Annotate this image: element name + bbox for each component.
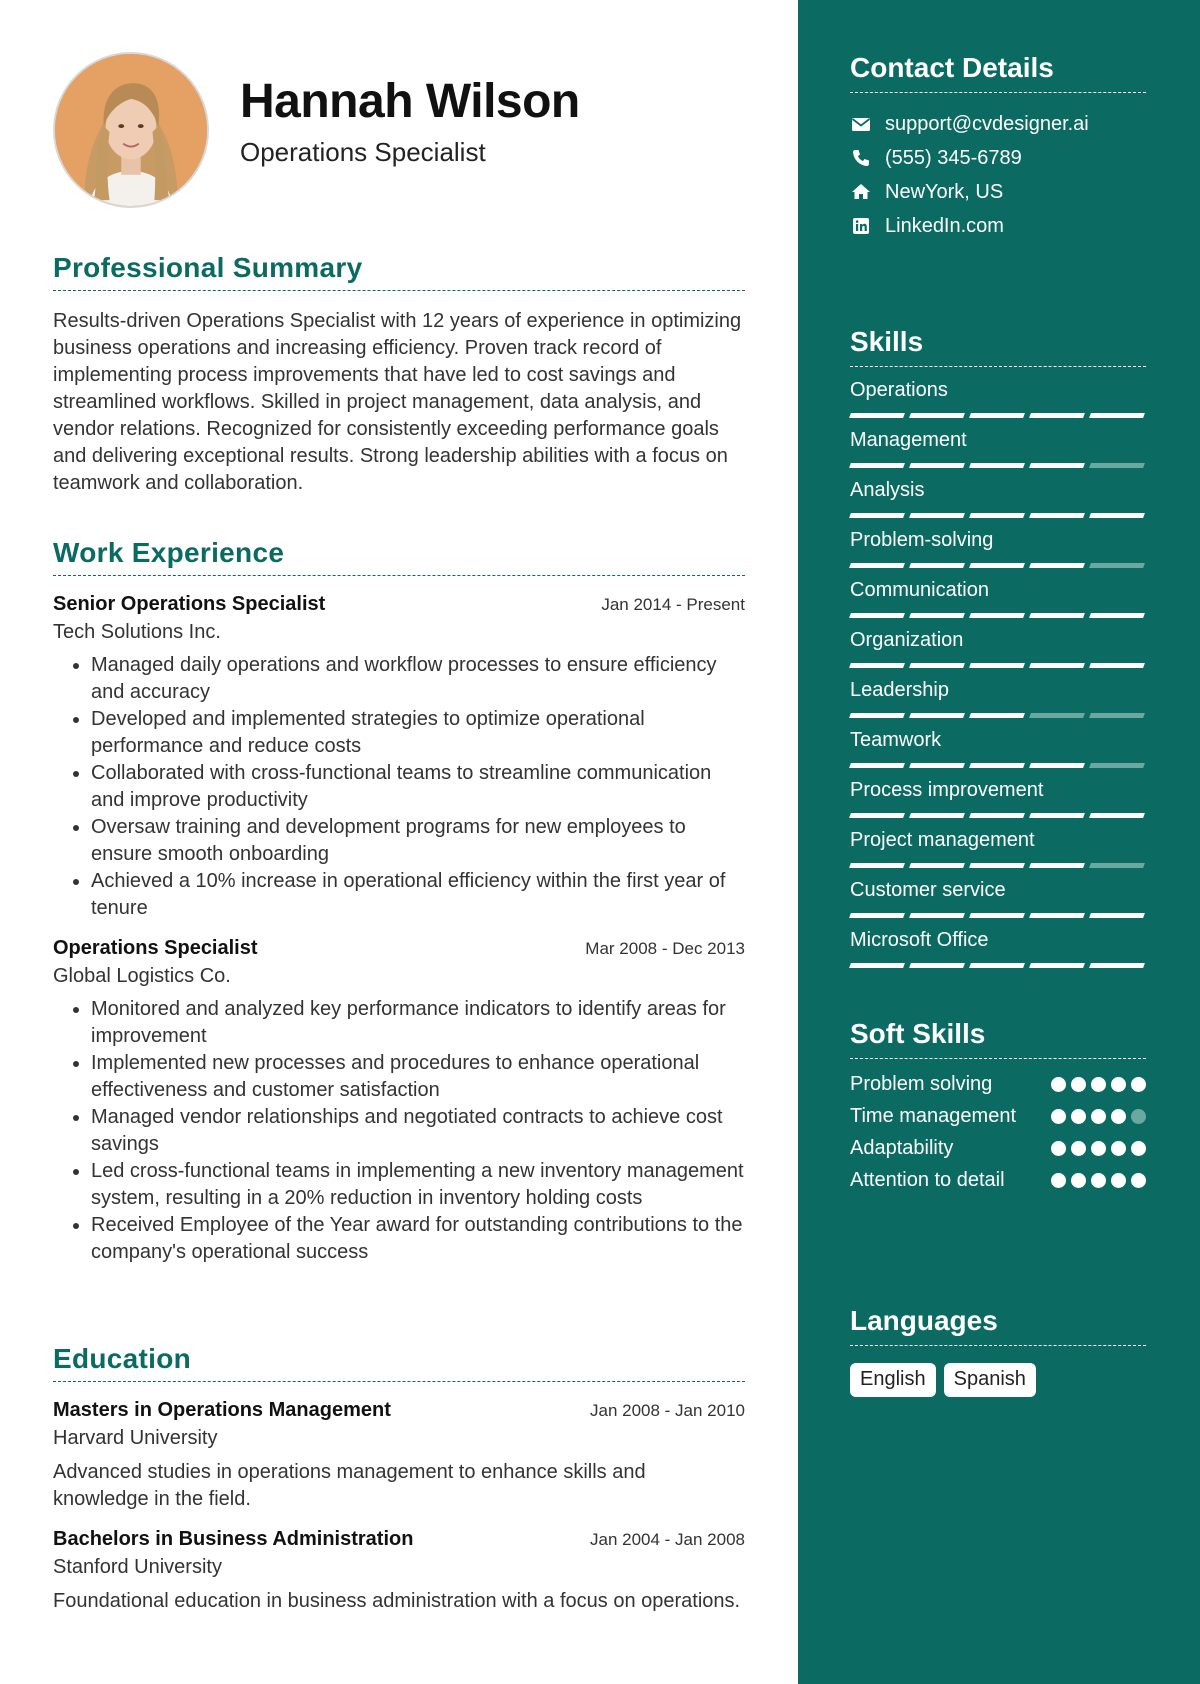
- skill-level-segment: [1089, 513, 1145, 518]
- skill-level-segment: [969, 613, 1025, 618]
- job-entry: [53, 593, 745, 922]
- contact-email-text: support@cvdesigner.ai: [885, 112, 1089, 135]
- skill-level-segment: [969, 463, 1025, 468]
- rating-dot: [1051, 1173, 1066, 1188]
- skill-level-segment: [849, 863, 905, 868]
- skill-item: [850, 926, 1146, 976]
- contact-section: [850, 52, 1146, 243]
- soft-skill-item: [850, 1166, 1146, 1194]
- skill-level-segment: [1089, 913, 1145, 918]
- job-dates: Jan 2014 - Present: [601, 595, 745, 614]
- rating-dot: [1071, 1141, 1086, 1156]
- rating-dot: [1091, 1141, 1106, 1156]
- skill-level-bars: [850, 913, 1146, 918]
- job-header: [53, 937, 745, 963]
- soft-skill-rating: [1051, 1173, 1146, 1188]
- job-company: Tech Solutions Inc.: [53, 621, 221, 643]
- skill-level-segment: [849, 663, 905, 668]
- job-dates: Mar 2008 - Dec 2013: [585, 939, 745, 958]
- job-bullet: • Monitored and analyzed key performance indicators to identify areas for improvement: [91, 996, 745, 1050]
- skill-name: Organization: [850, 629, 964, 651]
- skill-level-bars: [850, 613, 1146, 618]
- rating-dot: [1111, 1141, 1126, 1156]
- skill-item: [850, 826, 1146, 876]
- skill-level-segment: [1029, 463, 1085, 468]
- job-header: [53, 593, 745, 619]
- soft-skills-list: [850, 1070, 1146, 1194]
- education-heading: Education: [53, 1343, 745, 1382]
- skill-item: [850, 526, 1146, 576]
- phone-icon: [850, 148, 872, 168]
- skill-level-segment: [969, 513, 1025, 518]
- skill-item: [850, 876, 1146, 926]
- rating-dot: [1111, 1077, 1126, 1092]
- education-description: Foundational education in business administration with a focus on operations.: [53, 1590, 741, 1612]
- skill-level-segment: [1089, 963, 1145, 968]
- skill-level-segment: [909, 963, 965, 968]
- skill-level-segment: [1089, 413, 1145, 418]
- education-description: Advanced studies in operations management to enhance skills and knowledge in the field.: [53, 1461, 646, 1510]
- skill-name: Customer service: [850, 879, 1006, 901]
- languages-section: [850, 1305, 1146, 1397]
- skill-level-segment: [1029, 663, 1085, 668]
- job-bullet: • Managed daily operations and workflow processes to ensure efficiency and accuracy: [91, 652, 745, 706]
- skill-level-bars: [850, 663, 1146, 668]
- soft-skill-rating: [1051, 1109, 1146, 1124]
- skill-level-segment: [909, 813, 965, 818]
- skill-name: Process improvement: [850, 779, 1044, 801]
- soft-skills-heading: Soft Skills: [850, 1018, 1146, 1059]
- skill-item: [850, 726, 1146, 776]
- skill-level-segment: [1089, 813, 1145, 818]
- skill-level-segment: [849, 463, 905, 468]
- skill-level-segment: [849, 613, 905, 618]
- contact-email[interactable]: [850, 107, 1146, 141]
- skill-level-segment: [849, 813, 905, 818]
- soft-skill-name: Attention to detail: [850, 1169, 1005, 1191]
- skill-level-segment: [1029, 763, 1085, 768]
- rating-dot: [1071, 1077, 1086, 1092]
- skill-level-segment: [909, 913, 965, 918]
- skill-name: Teamwork: [850, 729, 942, 751]
- skills-section: [850, 326, 1146, 976]
- rating-dot: [1111, 1109, 1126, 1124]
- skill-level-bars: [850, 463, 1146, 468]
- degree-title: Bachelors in Business Administration: [53, 1528, 414, 1550]
- skill-level-segment: [969, 763, 1025, 768]
- skill-level-bars: [850, 763, 1146, 768]
- degree-title: Masters in Operations Management: [53, 1399, 391, 1421]
- rating-dot: [1131, 1173, 1146, 1188]
- skill-level-segment: [849, 963, 905, 968]
- skill-level-segment: [909, 413, 965, 418]
- summary-section: [53, 252, 745, 497]
- skill-level-segment: [969, 413, 1025, 418]
- soft-skills-section: [850, 1018, 1146, 1198]
- education-entry: [53, 1528, 745, 1615]
- job-bullet: • Implemented new processes and procedures to enhance operational effectiveness and customer satisfaction: [91, 1050, 745, 1104]
- rating-dot: [1091, 1109, 1106, 1124]
- skill-level-segment: [1029, 863, 1085, 868]
- summary-heading: Professional Summary: [53, 252, 745, 291]
- job-bullet: • Collaborated with cross-functional teams to streamline communication and improve productivity: [91, 760, 745, 814]
- skill-item: [850, 626, 1146, 676]
- skill-level-segment: [909, 513, 965, 518]
- skill-level-segment: [1029, 613, 1085, 618]
- rating-dot: [1131, 1109, 1146, 1124]
- contact-linkedin-text: LinkedIn.com: [885, 214, 1004, 237]
- skill-name: Problem-solving: [850, 529, 994, 551]
- skill-level-segment: [909, 763, 965, 768]
- contact-linkedin[interactable]: [850, 209, 1146, 243]
- contact-list: [850, 107, 1146, 243]
- rating-dot: [1051, 1077, 1066, 1092]
- skill-level-bars: [850, 863, 1146, 868]
- skill-level-segment: [1089, 463, 1145, 468]
- soft-skill-rating: [1051, 1141, 1146, 1156]
- envelope-icon: [850, 114, 872, 134]
- candidate-title: Operations Specialist: [240, 137, 486, 167]
- skill-level-bars: [850, 513, 1146, 518]
- soft-skill-name: Time management: [850, 1105, 1016, 1127]
- candidate-name: Hannah Wilson: [240, 75, 580, 128]
- skill-level-segment: [1089, 613, 1145, 618]
- language-list: [850, 1363, 1146, 1397]
- skill-level-segment: [909, 563, 965, 568]
- contact-location: [850, 175, 1146, 209]
- skill-level-segment: [909, 463, 965, 468]
- languages-heading: Languages: [850, 1305, 1146, 1346]
- skill-level-segment: [969, 663, 1025, 668]
- skill-level-segment: [909, 713, 965, 718]
- skill-name: Analysis: [850, 479, 925, 501]
- job-bullet: • Developed and implemented strategies to optimize operational performance and reduce costs: [91, 706, 745, 760]
- skill-item: [850, 576, 1146, 626]
- rating-dot: [1071, 1109, 1086, 1124]
- soft-skill-name: Problem solving: [850, 1073, 993, 1095]
- skill-level-segment: [1089, 863, 1145, 868]
- skill-level-segment: [1029, 963, 1085, 968]
- contact-heading: Contact Details: [850, 52, 1146, 93]
- rating-dot: [1131, 1077, 1146, 1092]
- rating-dot: [1051, 1141, 1066, 1156]
- skill-level-segment: [909, 613, 965, 618]
- language-badge: English: [850, 1363, 936, 1397]
- job-title: Senior Operations Specialist: [53, 593, 326, 615]
- skill-level-bars: [850, 813, 1146, 818]
- skill-name: Microsoft Office: [850, 929, 989, 951]
- skill-level-segment: [1029, 563, 1085, 568]
- job-company: Global Logistics Co.: [53, 965, 231, 987]
- skill-level-segment: [969, 713, 1025, 718]
- rating-dot: [1111, 1173, 1126, 1188]
- soft-skill-item: [850, 1102, 1146, 1130]
- education-section: [53, 1343, 745, 1615]
- sidebar: [798, 0, 1200, 1684]
- job-bullet: • Achieved a 10% increase in operational efficiency within the first year of tenure: [91, 868, 745, 922]
- skill-level-segment: [1029, 713, 1085, 718]
- contact-phone-text: (555) 345-6789: [885, 146, 1022, 169]
- home-icon: [850, 182, 872, 202]
- education-dates: Jan 2004 - Jan 2008: [589, 1530, 745, 1549]
- language-badge: Spanish: [944, 1363, 1036, 1397]
- job-bullet: • Received Employee of the Year award for outstanding contributions to the company's operational success: [91, 1212, 745, 1266]
- skill-level-segment: [969, 563, 1025, 568]
- skill-level-segment: [1029, 513, 1085, 518]
- summary-text: Results-driven Operations Specialist with 12 years of experience in optimizing business operations and increasing efficiency. Proven track record of implementing process improvements that have led to cost savings and streamlined workflows. Skilled in project management, data analysis, and vendor relations. Recognized for consistently exceeding performance goals and delivering exceptional results. Strong leadership abilities with a focus on teamwork and collaboration.: [53, 310, 742, 494]
- skill-name: Operations: [850, 379, 948, 401]
- experience-heading: Work Experience: [53, 537, 745, 576]
- skill-level-segment: [969, 913, 1025, 918]
- soft-skill-rating: [1051, 1077, 1146, 1092]
- skill-level-segment: [969, 863, 1025, 868]
- skill-level-segment: [1089, 563, 1145, 568]
- skill-level-segment: [1029, 913, 1085, 918]
- skill-item: [850, 676, 1146, 726]
- school-name: Harvard University: [53, 1427, 218, 1449]
- skills-heading: Skills: [850, 326, 1146, 367]
- skill-level-segment: [969, 963, 1025, 968]
- soft-skill-item: [850, 1134, 1146, 1162]
- skill-level-bars: [850, 963, 1146, 968]
- skill-level-bars: [850, 713, 1146, 718]
- job-bullets: [53, 652, 745, 922]
- job-entry: [53, 937, 745, 1266]
- experience-section: [53, 537, 745, 1266]
- skill-level-segment: [1029, 813, 1085, 818]
- rating-dot: [1051, 1109, 1066, 1124]
- skill-name: Project management: [850, 829, 1035, 851]
- job-bullets: [53, 996, 745, 1266]
- skill-level-segment: [909, 663, 965, 668]
- job-bullet: • Led cross-functional teams in implementing a new inventory management system, resulting in a 20% reduction in inventory holding costs: [91, 1158, 745, 1212]
- job-title: Operations Specialist: [53, 937, 258, 959]
- skill-item: [850, 476, 1146, 526]
- skill-level-segment: [1029, 413, 1085, 418]
- rating-dot: [1091, 1077, 1106, 1092]
- skill-name: Leadership: [850, 679, 949, 701]
- skill-level-bars: [850, 413, 1146, 418]
- skill-level-segment: [849, 763, 905, 768]
- rating-dot: [1091, 1173, 1106, 1188]
- skill-level-segment: [849, 563, 905, 568]
- avatar: [53, 52, 209, 208]
- skills-list: [850, 376, 1146, 976]
- skill-level-segment: [849, 713, 905, 718]
- skill-level-segment: [969, 813, 1025, 818]
- education-header: [53, 1399, 745, 1425]
- skill-name: Communication: [850, 579, 989, 601]
- contact-phone[interactable]: [850, 141, 1146, 175]
- soft-skill-item: [850, 1070, 1146, 1098]
- contact-location-text: NewYork, US: [885, 180, 1004, 203]
- avatar-photo-icon: [55, 54, 207, 206]
- skill-level-segment: [909, 863, 965, 868]
- linkedin-icon: [850, 216, 872, 236]
- job-bullet: • Oversaw training and development programs for new employees to ensure smooth onboarding: [91, 814, 745, 868]
- soft-skill-name: Adaptability: [850, 1137, 954, 1159]
- rating-dot: [1071, 1173, 1086, 1188]
- skill-level-segment: [1089, 663, 1145, 668]
- skill-level-segment: [849, 513, 905, 518]
- skill-level-segment: [849, 913, 905, 918]
- skill-item: [850, 776, 1146, 826]
- skill-name: Management: [850, 429, 967, 451]
- rating-dot: [1131, 1141, 1146, 1156]
- education-dates: Jan 2008 - Jan 2010: [589, 1401, 745, 1420]
- skill-item: [850, 426, 1146, 476]
- skill-level-bars: [850, 563, 1146, 568]
- skill-level-segment: [1089, 763, 1145, 768]
- skill-level-segment: [1089, 713, 1145, 718]
- school-name: Stanford University: [53, 1556, 222, 1578]
- education-entry: [53, 1399, 745, 1513]
- skill-level-segment: [849, 413, 905, 418]
- job-bullet: • Managed vendor relationships and negotiated contracts to achieve cost savings: [91, 1104, 745, 1158]
- education-header: [53, 1528, 745, 1554]
- skill-item: [850, 376, 1146, 426]
